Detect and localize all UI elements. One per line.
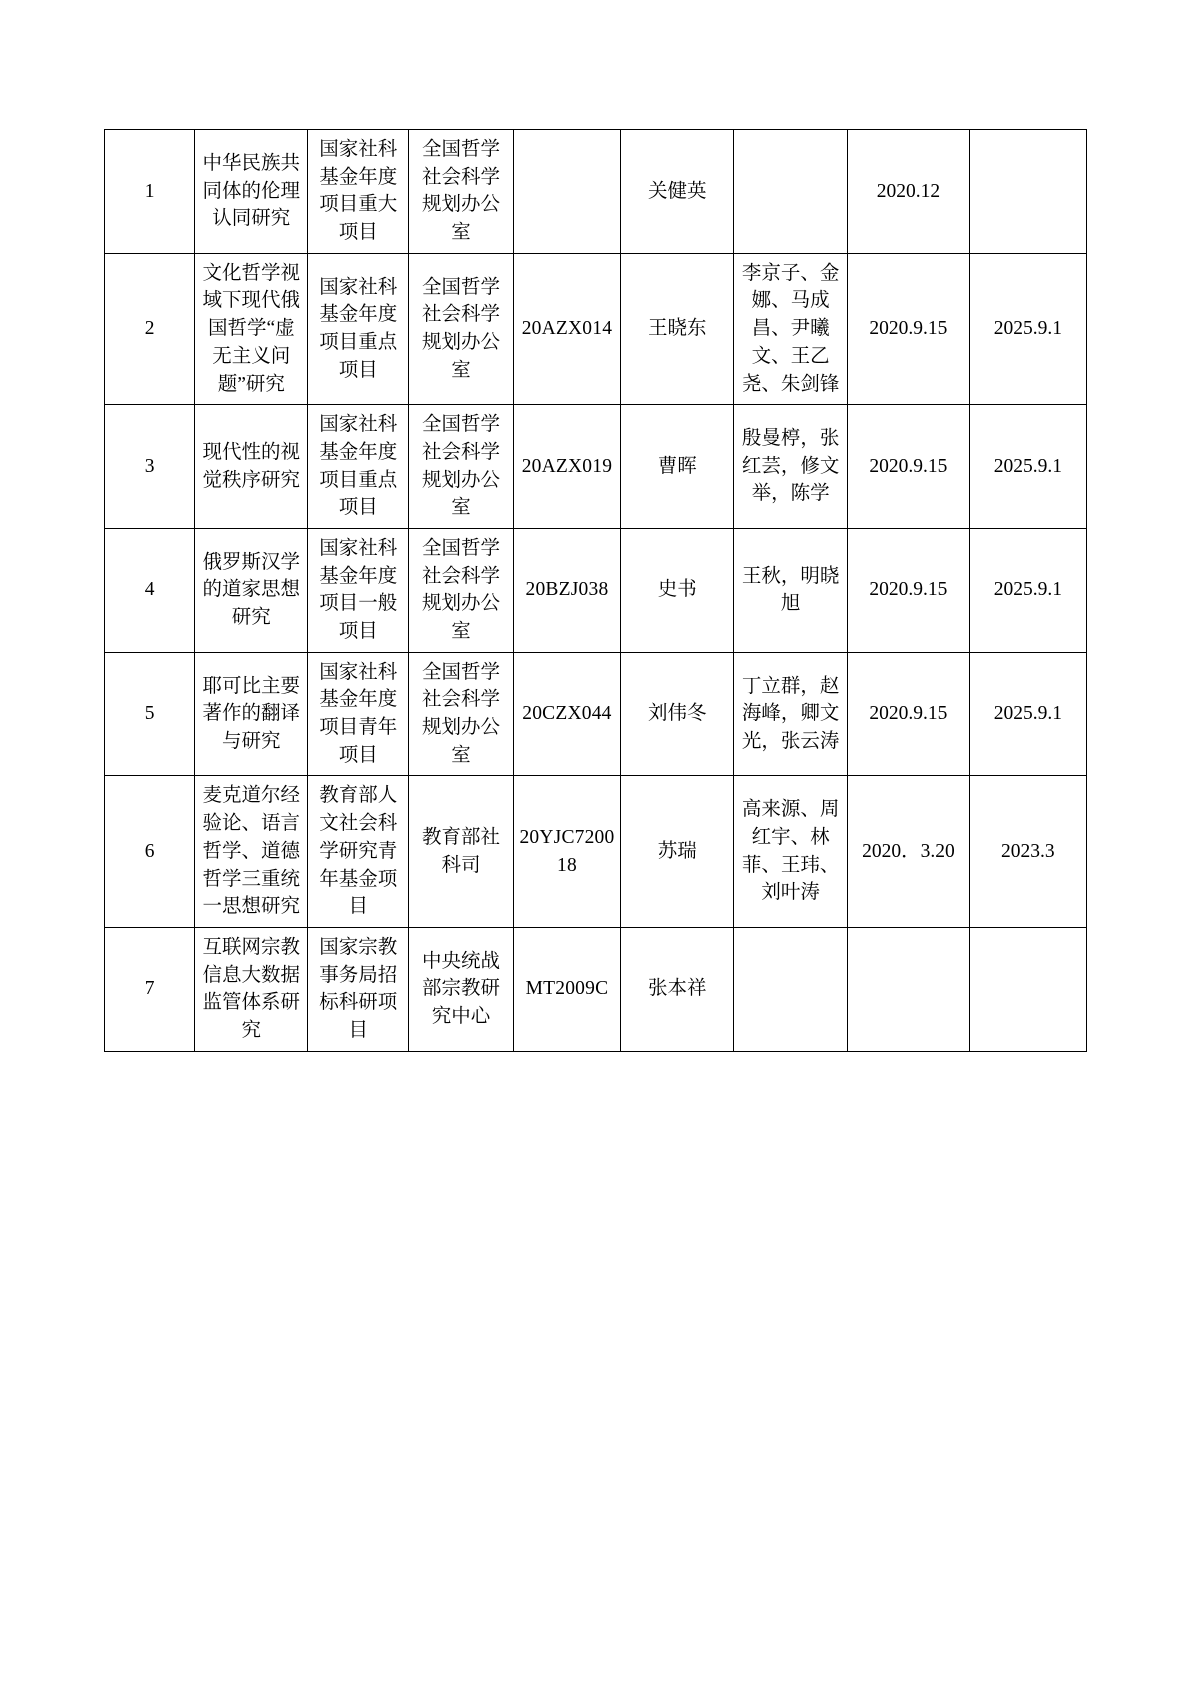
project-name: 俄罗斯汉学的道家思想研究 — [195, 528, 308, 652]
project-participants — [734, 927, 848, 1051]
issuing-unit: 全国哲学社会科学规划办公室 — [409, 253, 513, 404]
table-body — [105, 130, 1087, 1052]
project-category: 国家社科基金年度项目青年项目 — [308, 652, 409, 776]
project-code — [513, 130, 621, 254]
issuing-unit: 中央统战部宗教研究中心 — [409, 927, 513, 1051]
project-participants — [734, 130, 848, 254]
start-date: 2020.9.15 — [848, 528, 970, 652]
project-name: 现代性的视觉秩序研究 — [195, 405, 308, 529]
project-leader: 王晓东 — [621, 253, 734, 404]
project-code: 20AZX014 — [513, 253, 621, 404]
row-index: 3 — [105, 405, 195, 529]
start-date: 2020.9.15 — [848, 405, 970, 529]
end-date: 2025.9.1 — [969, 652, 1086, 776]
row-index: 7 — [105, 927, 195, 1051]
project-name: 麦克道尔经验论、语言哲学、道德哲学三重统一思想研究 — [195, 776, 308, 927]
issuing-unit: 全国哲学社会科学规划办公室 — [409, 652, 513, 776]
project-category: 教育部人文社会科学研究青年基金项目 — [308, 776, 409, 927]
project-participants: 丁立群，赵海峰，卿文光，张云涛 — [734, 652, 848, 776]
start-date: 2020.9.15 — [848, 253, 970, 404]
issuing-unit: 全国哲学社会科学规划办公室 — [409, 528, 513, 652]
project-name: 文化哲学视域下现代俄国哲学“虚无主义问题”研究 — [195, 253, 308, 404]
table-row — [105, 652, 1087, 776]
table-row — [105, 253, 1087, 404]
project-leader: 苏瑞 — [621, 776, 734, 927]
table-row — [105, 776, 1087, 927]
project-name: 耶可比主要著作的翻译与研究 — [195, 652, 308, 776]
project-leader: 史书 — [621, 528, 734, 652]
end-date — [969, 130, 1086, 254]
project-code: MT2009C — [513, 927, 621, 1051]
project-code: 20BZJ038 — [513, 528, 621, 652]
project-category: 国家宗教事务局招标科研项目 — [308, 927, 409, 1051]
project-participants: 高来源、周红宇、林菲、王玮、刘叶涛 — [734, 776, 848, 927]
end-date — [969, 927, 1086, 1051]
project-table-container — [104, 129, 1087, 1052]
project-code: 20AZX019 — [513, 405, 621, 529]
project-code: 20YJC720018 — [513, 776, 621, 927]
table-row — [105, 130, 1087, 254]
project-participants: 王秋，明晓旭 — [734, 528, 848, 652]
table-row — [105, 927, 1087, 1051]
row-index: 5 — [105, 652, 195, 776]
start-date: 2020.12 — [848, 130, 970, 254]
project-participants: 殷曼楟，张红芸，修文举，陈学 — [734, 405, 848, 529]
end-date: 2025.9.1 — [969, 528, 1086, 652]
project-participants: 李京子、金娜、马成昌、尹曦文、王乙尧、朱剑锋 — [734, 253, 848, 404]
end-date: 2025.9.1 — [969, 405, 1086, 529]
table-row — [105, 405, 1087, 529]
project-leader: 关健英 — [621, 130, 734, 254]
project-category: 国家社科基金年度项目重点项目 — [308, 405, 409, 529]
issuing-unit: 全国哲学社会科学规划办公室 — [409, 130, 513, 254]
project-category: 国家社科基金年度项目一般项目 — [308, 528, 409, 652]
start-date: 2020．3.20 — [848, 776, 970, 927]
project-name: 中华民族共同体的伦理认同研究 — [195, 130, 308, 254]
end-date: 2025.9.1 — [969, 253, 1086, 404]
project-name: 互联网宗教信息大数据监管体系研究 — [195, 927, 308, 1051]
row-index: 4 — [105, 528, 195, 652]
project-category: 国家社科基金年度项目重点项目 — [308, 253, 409, 404]
issuing-unit: 教育部社科司 — [409, 776, 513, 927]
project-code: 20CZX044 — [513, 652, 621, 776]
issuing-unit: 全国哲学社会科学规划办公室 — [409, 405, 513, 529]
project-leader: 刘伟冬 — [621, 652, 734, 776]
row-index: 2 — [105, 253, 195, 404]
start-date: 2020.9.15 — [848, 652, 970, 776]
project-table — [104, 129, 1087, 1052]
project-category: 国家社科基金年度项目重大项目 — [308, 130, 409, 254]
table-row — [105, 528, 1087, 652]
project-leader: 曹晖 — [621, 405, 734, 529]
row-index: 1 — [105, 130, 195, 254]
project-leader: 张本祥 — [621, 927, 734, 1051]
start-date — [848, 927, 970, 1051]
end-date: 2023.3 — [969, 776, 1086, 927]
row-index: 6 — [105, 776, 195, 927]
